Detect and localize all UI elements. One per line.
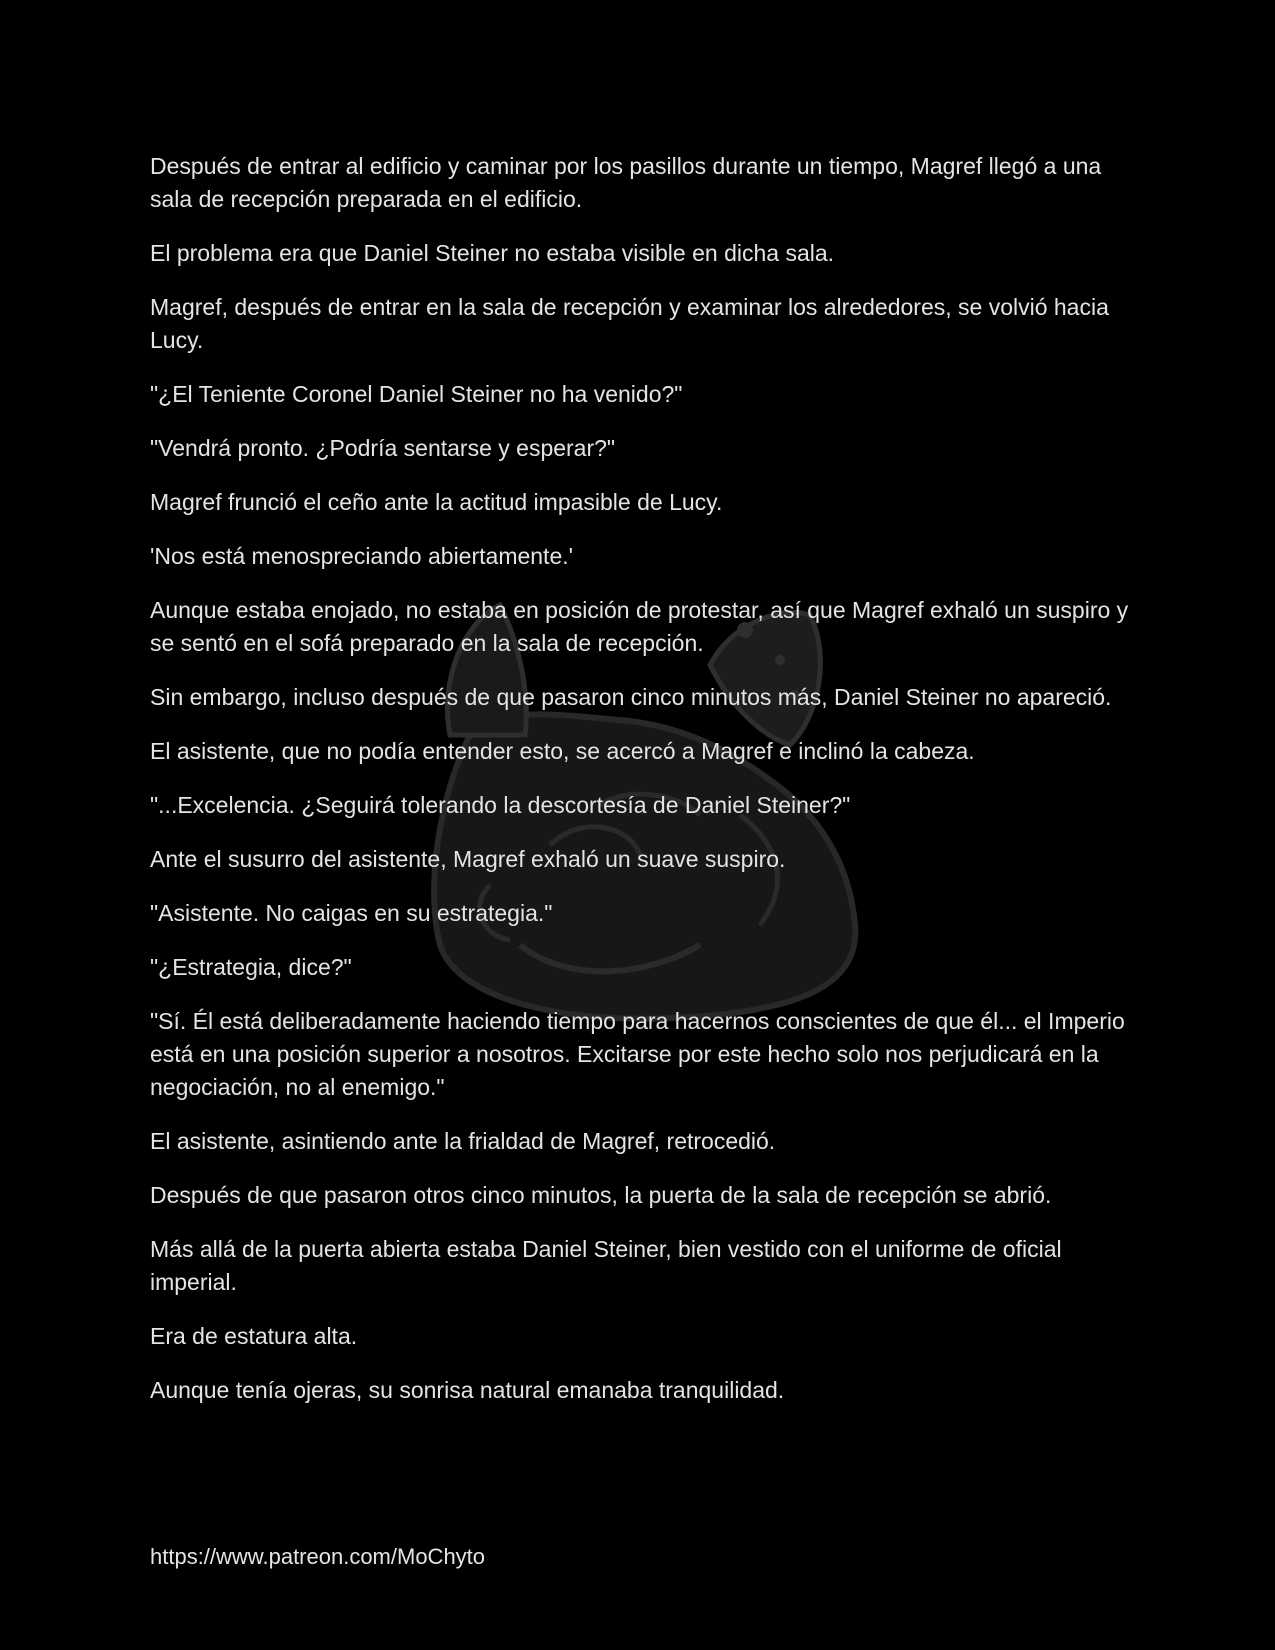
paragraph: El problema era que Daniel Steiner no estaba visible en dicha sala.: [150, 240, 835, 266]
paragraph: Más allá de la puerta abierta estaba Daniel Steiner, bien vestido con el uniforme de oficial imperial.: [150, 1236, 1062, 1295]
paragraph: Sin embargo, incluso después de que pasaron cinco minutos más, Daniel Steiner no apareció.: [150, 684, 1112, 710]
paragraph: "Sí. Él está deliberadamente haciendo tiempo para hacernos conscientes de que él... el Imperio está en una posición superior a nosotros. Excitarse por este hecho solo nos perjudicará en la negociación, no al enemigo.": [150, 1008, 1125, 1100]
paragraph: Magref, después de entrar en la sala de recepción y examinar los alrededores, se volvió hacia Lucy.: [150, 294, 1109, 353]
paragraph: Aunque estaba enojado, no estaba en posición de protestar, así que Magref exhaló un suspiro y se sentó en el sofá preparado en la sala de recepción.: [150, 597, 1129, 656]
paragraph: El asistente, asintiendo ante la frialdad de Magref, retrocedió.: [150, 1128, 776, 1154]
paragraph: Después de que pasaron otros cinco minutos, la puerta de la sala de recepción se abrió.: [150, 1182, 1052, 1208]
paragraph: Aunque tenía ojeras, su sonrisa natural emanaba tranquilidad.: [150, 1377, 785, 1403]
document-body: [150, 150, 1130, 1428]
paragraph: Magref frunció el ceño ante la actitud impasible de Lucy.: [150, 489, 723, 515]
patreon-link[interactable]: https://www.patreon.com/MoChyto: [150, 1544, 486, 1569]
paragraph: 'Nos está menospreciando abiertamente.': [150, 543, 574, 569]
paragraph: Después de entrar al edificio y caminar por los pasillos durante un tiempo, Magref llegó a una sala de recepción preparada en el edificio.: [150, 153, 1102, 212]
paragraph: "¿El Teniente Coronel Daniel Steiner no ha venido?": [150, 381, 683, 407]
paragraph: Ante el susurro del asistente, Magref exhaló un suave suspiro.: [150, 846, 786, 872]
paragraph: "Vendrá pronto. ¿Podría sentarse y esperar?": [150, 435, 616, 461]
paragraph: "¿Estrategia, dice?": [150, 954, 352, 980]
paragraph: Era de estatura alta.: [150, 1323, 358, 1349]
paragraph: El asistente, que no podía entender esto, se acercó a Magref e inclinó la cabeza.: [150, 738, 975, 764]
paragraph: "Asistente. No caigas en su estrategia.": [150, 900, 553, 926]
paragraph: "...Excelencia. ¿Seguirá tolerando la descortesía de Daniel Steiner?": [150, 792, 851, 818]
